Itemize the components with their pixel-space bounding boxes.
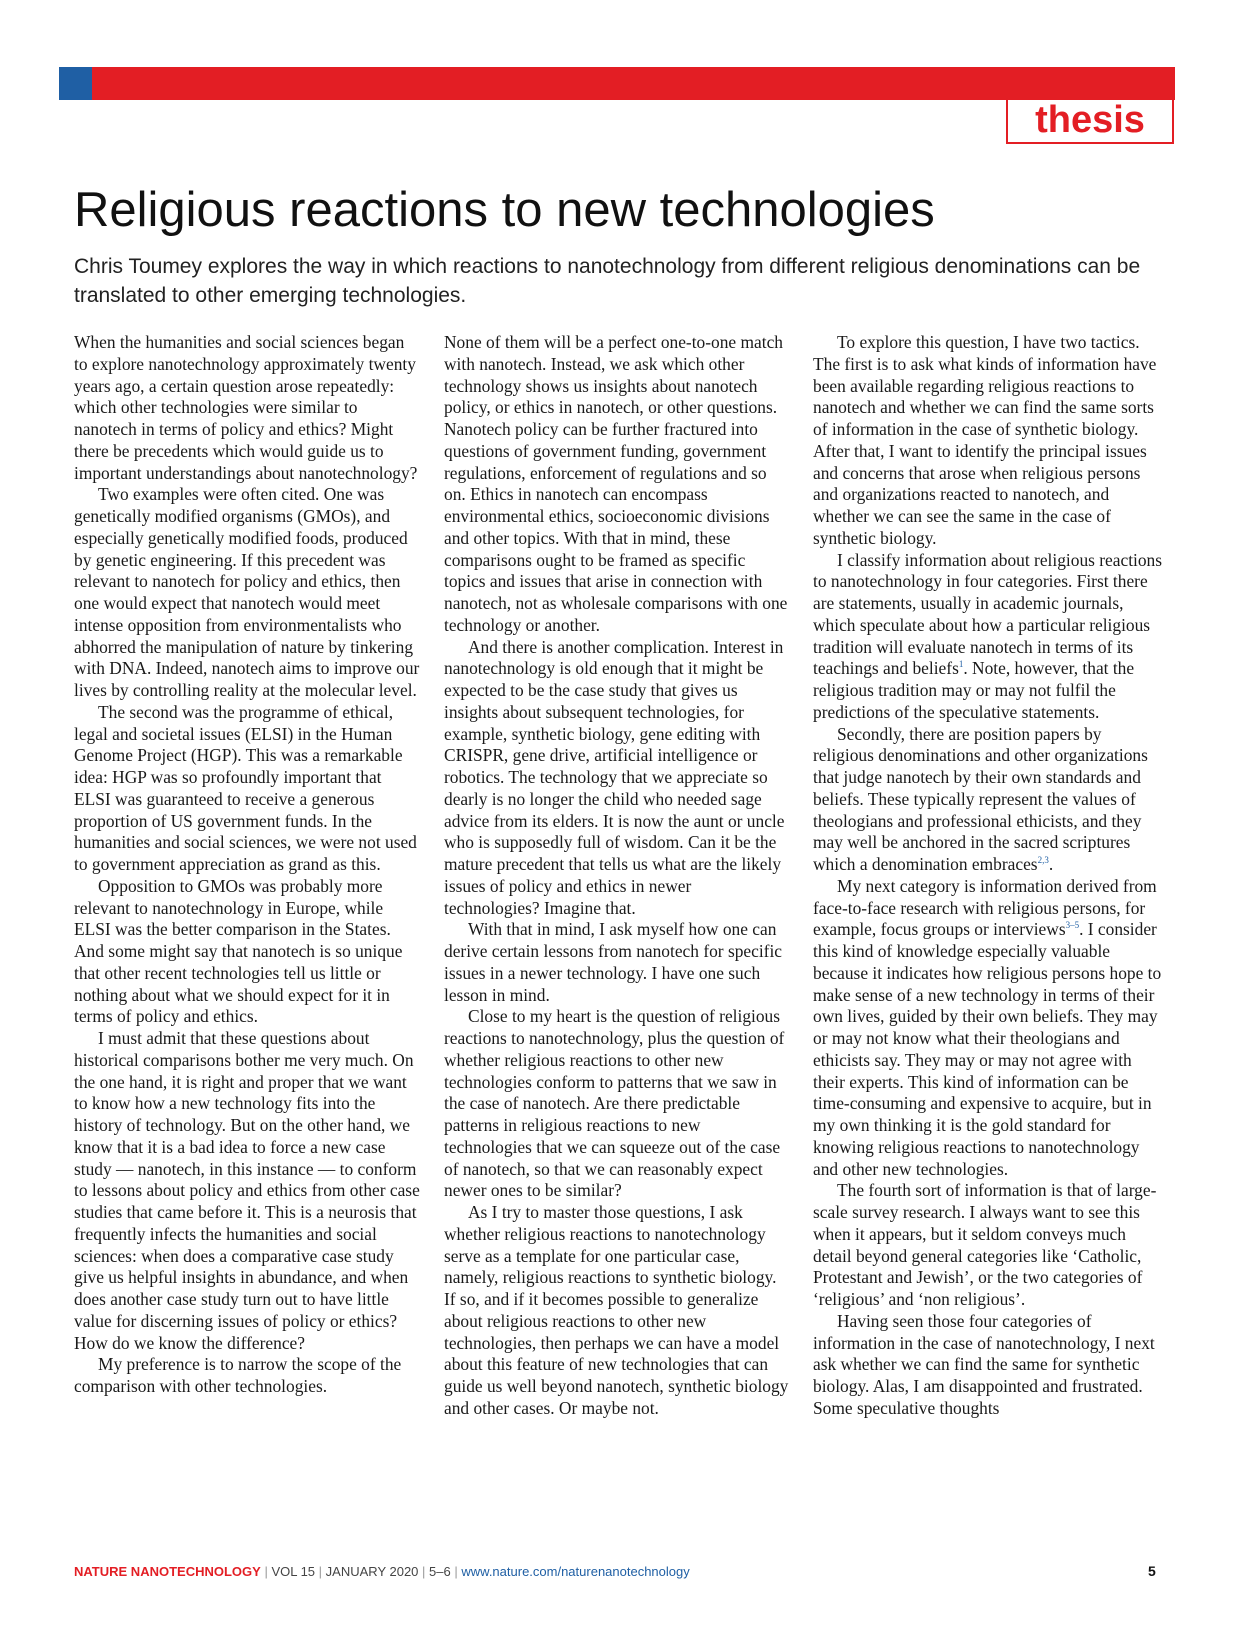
issue-date: JANUARY 2020 [325,1564,419,1579]
body-column-1 [74,332,420,1398]
paragraph: None of them will be a perfect one-to-one match with nanotech. Instead, we ask which other technology shows us insights about nanotech policy, or ethics in nanotech, or other questions. Nanotech policy can be further fractured into questions of government funding, government regulations, enforcement of regulations and so on. Ethics in nanotech can encompass environmental ethics, socioeconomic divisions and other topics. With that in mind, these comparisons ought to be framed as specific topics and issues that arise in connection with nanotech, not as wholesale comparisons with one technology or another. [444,332,788,635]
paragraph-text: I classify information about religious reactions to nanotechnology in four categories. First there are statements, usually in academic journals, which speculate about how a particular religious tradition will evaluate nanotech in terms of its teachings and beliefs [813,549,1163,679]
article-title: Religious reactions to new technologies [74,183,935,237]
paragraph: I must admit that these questions about historical comparisons bother me very much. On the one hand, it is right and proper that we want to know how a new technology fits into the history of technology. But on the other hand, we know that it is a bad idea to force a new case study — nanotech, in this instance — to conform to lessons about policy and ethics from other case studies that came before it. This is a neurosis that frequently infects the humanities and social sciences: when does a comparative case study give us helpful insights in abundance, and when does another case study turn out to have little value for discerning issues of policy or ethics? How do we know the difference? [74,1028,420,1353]
body-column-2 [444,332,789,1420]
paragraph: Opposition to GMOs was probably more relevant to nanotechnology in Europe, while ELSI was the better comparison in the States. And some might say that nanotech is so unique that other recent technologies tell us little or nothing about what we should expect for it in terms of policy and ethics. [74,875,403,1027]
paragraph: When the humanities and social sciences began to explore nanotechnology approximately twenty years ago, a certain question arose repeatedly: which other technologies were similar to nanotech in terms of policy and ethics? Might there be precedents which would guide us to important understandings about nanotechnology? [74,332,418,483]
paragraph: And there is another complication. Interest in nanotechnology is old enough that it might be expected to be the case study that gives us insights about subsequent technologies, for example, synthetic biology, gene editing with CRISPR, gene drive, artificial intelligence or robotics. The technology that we appreciate so dearly is no longer the child who needed sage advice from its elders. It is now the aunt or uncle who is supposedly full of wisdom. Can it be the mature precedent that tells us what are the likely issues of policy and ethics in newer technologies? Imagine that. [444,636,785,918]
paragraph: The fourth sort of information is that of large-scale survey research. I always want to see this when it appears, but it seldom conveys much detail beyond general categories like ‘Catholic, Protestant and Jewish’, or the two categories of ‘religious’ and ‘non religious’. [813,1180,1157,1309]
paragraph: Close to my heart is the question of religious reactions to nanotechnology, plus the question of whether religious reactions to other new technologies conform to patterns that we saw in the case of nanotech. Are there predictable patterns in religious reactions to new technologies that we can squeeze out of the case of nanotech, so that we can reasonably expect newer ones to be similar? [444,1006,785,1201]
paragraph: As I try to master those questions, I ask whether religious reactions to nanotechnology serve as a template for one particular case, namely, religious reactions to synthetic biology. If so, and if it becomes possible to generalize about religious reactions to other new technologies, then perhaps we can have a model about this feature of new technologies that can guide us well beyond nanotech, synthetic biology and other cases. Or maybe not. [444,1202,789,1418]
header-bar [59,67,1175,100]
journal-url-link[interactable]: www.nature.com/naturenanotechnology [461,1564,690,1579]
paragraph-text: . Note, however, that the religious tradition may or may not fulfil the predictions of the speculative statements. [813,658,1135,722]
paragraph: My preference is to narrow the scope of the comparison with other technologies. [74,1354,402,1396]
reference-link[interactable]: 3–5 [1065,920,1080,931]
volume: VOL 15 [271,1564,316,1579]
footer-separator: | [454,1564,462,1579]
paragraph: With that in mind, I ask myself how one can derive certain lessons from nanotech for specific issues in a newer technology. I have one such lesson in mind. [444,919,783,1005]
body-column-3 [813,332,1163,1420]
header-accent-block [59,67,92,100]
journal-name: NATURE NANOTECHNOLOGY [74,1564,261,1579]
reference-link[interactable]: 1 [958,659,964,670]
paragraph-text: . [1048,854,1054,874]
paragraph: Two examples were often cited. One was genetically modified organisms (GMOs), and especially genetically modified foods, produced by genetic engineering. If this precedent was relevant to nanotech for policy and ethics, then one would expect that nanotech would meet intense opposition from environmentalists who abhorred the manipulation of nature by tinkering with DNA. Indeed, nanotech aims to improve our lives by controlling reality at the molecular level. [74,484,420,700]
paragraph: Having seen those four categories of information in the case of nanotechnology, I next ask whether we can find the same for synthetic biology. Alas, I am disappointed and frustrated. Some speculative thoughts [813,1310,1155,1418]
footer-separator: | [318,1564,326,1579]
page-range: 5–6 [429,1564,451,1579]
paragraph-text: . I consider this kind of knowledge especially valuable because it indicates how religious persons hope to make sense of a new technology in terms of their own lives, guided by their own beliefs. They may or may not know what their theologians and ethicists say. They may or may not agree with their experts. This kind of information can be time-consuming and expensive to acquire, but in my own thinking it is the gold standard for knowing religious reactions to nanotechnology and other new technologies. [813,919,1162,1179]
paragraph: To explore this question, I have two tactics. The first is to ask what kinds of information have been available regarding religious reactions to nanotech and whether we can find the same sorts of information in the case of synthetic biology. After that, I want to identify the principal issues and concerns that arose when religious persons and organizations reacted to nanotech, and whether we can see the same in the case of synthetic biology. [813,332,1157,548]
paragraph: The second was the programme of ethical, legal and societal issues (ELSI) in the Human Genome Project (HGP). This was a remarkable idea: HGP was so profoundly important that ELSI was guaranteed to receive a generous proportion of US government funds. In the humanities and social sciences, we were not used to government appreciation as grand as this. [74,701,417,874]
article-standfirst: Chris Toumey explores the way in which reactions to nanotechnology from different religious denominations can be translated to other emerging technologies. [74,255,1141,307]
paragraph-text: My next category is information derived from face-to-face research with religious persons, for example, focus groups or interviews [813,875,1157,940]
paragraph [813,724,1163,876]
page-number: 5 [1148,1563,1156,1579]
paragraph [813,550,1163,724]
footer-separator: | [264,1564,272,1579]
footer-separator: | [422,1564,430,1579]
section-label: thesis [1006,100,1174,144]
page-footer [74,1564,690,1579]
paragraph-text: Secondly, there are position papers by religious denominations and other organizations that judge nanotech by their own standards and beliefs. These typically represent the values of theologians and professional ethicists, and they may well be anchored in the sacred scriptures which a denomination embraces [813,723,1148,874]
reference-link[interactable]: 2,3 [1037,855,1049,866]
paragraph [813,876,1163,1181]
